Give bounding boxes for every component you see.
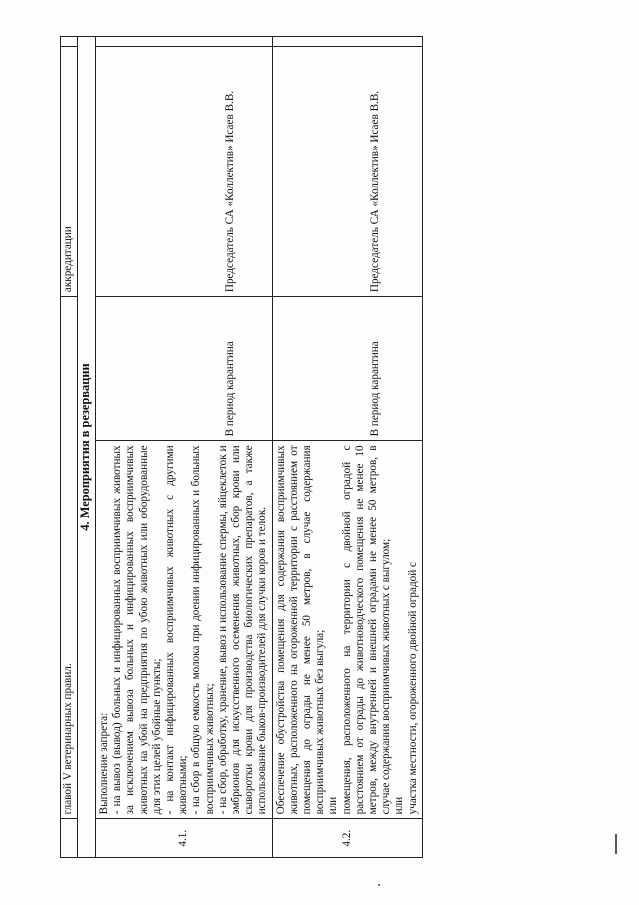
row-text-line: Выполнение запрета: — [98, 712, 110, 815]
row-number: 4.1. — [96, 819, 273, 858]
table-header-row — [61, 37, 78, 858]
row-extra-cell — [96, 37, 273, 47]
row-text-line: помещения, расположенного на территории с двойной оградой с расстоянием от ограды до животноводческого помещения не менее 10 метров, между внутренней и внешней оградами не менее 50 метров, в случае содержания восприимчивых животных с выгулом; — [340, 445, 393, 815]
row-responsible-cell: Председатель СА «Коллектив» Исаев В.В. — [272, 47, 422, 297]
row-time-cell: В период карантина — [96, 297, 273, 441]
row-text-cell — [272, 441, 422, 819]
section-title: 4. Мероприятия в резервации — [78, 37, 96, 858]
header-extra-cell — [61, 37, 78, 47]
scan-speck — [378, 884, 380, 886]
measures-table — [60, 36, 423, 858]
row-text-line: Обеспечение обустройства помещения для содержания восприимчивых животных, расположенного на огороженной территории с расстоянием от помещения до ограды не менее 50 метров, в случае содержания восприимчивых животных без выгула; — [274, 445, 327, 815]
table-row — [272, 37, 422, 858]
header-left-cell: главой V ветеринарных правил. — [61, 297, 78, 819]
row-text-line: или — [393, 796, 406, 815]
header-num-cell — [61, 819, 78, 858]
row-extra-cell — [272, 37, 422, 47]
row-number: 4.2. — [272, 819, 422, 858]
section-row — [78, 37, 96, 858]
row-text-line: или — [327, 796, 340, 815]
rotated-table-container — [60, 36, 615, 858]
scan-margin-mark — [615, 834, 617, 854]
row-text-line: участка местности, огороженного двойной оградой с — [406, 562, 419, 815]
row-text-line: - на сбор, обработку, хранение, вывоз и использование спермы, яйцеклеток и эмбрионов для искусственного осеменения животных, сбор крови или сыворотки крови для производства биологических препаратов, а также использование быков-производителей для случки коров и телок. — [216, 445, 269, 815]
row-text-cell — [96, 441, 273, 819]
row-text-line: - на вывоз (вывод) больных и инфицированных восприимчивых животных за исключением вывоза больных и инфицированных восприимчивых животных на убой на предприятия по убою животных или оборудованные для этих целей убойные пункты; — [111, 445, 163, 815]
row-text-line: - на контакт инфицированных восприимчивых животных с другими животными; — [164, 445, 190, 815]
row-text-line: - на сбор в общую емкость молока при доении инфицированных и больных восприимчивых животных; — [190, 445, 216, 815]
row-responsible-cell: Председатель СА «Коллектив» Исаев В.В. — [96, 47, 273, 297]
row-time-cell: В период карантина — [272, 297, 422, 441]
header-right-cell: аккредитации — [61, 47, 78, 297]
table-row — [96, 37, 273, 858]
